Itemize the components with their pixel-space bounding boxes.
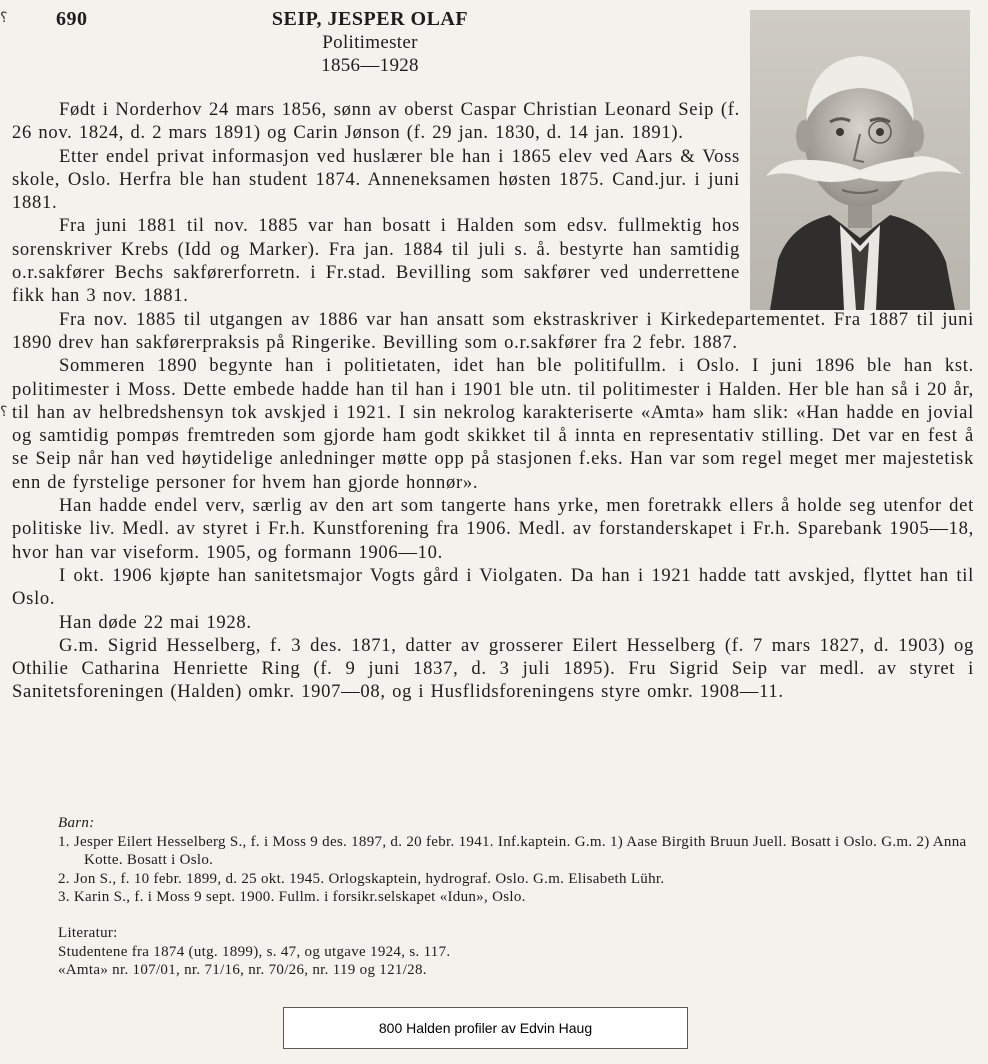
footer-caption-box <box>283 1007 688 1049</box>
list-item: 3. Karin S., f. i Moss 9 sept. 1900. Fullm. i forsikr.selskapet «Idun», Oslo. <box>58 889 526 905</box>
biography-paragraph: Han døde 22 mai 1928. <box>59 611 252 633</box>
person-name: SEIP, JESPER OLAF <box>271 8 469 30</box>
person-years: 1856—1928 <box>321 55 419 76</box>
children-label: Barn: <box>58 815 95 831</box>
biography-paragraph: I okt. 1906 kjøpte han sanitetsmajor Vogts gård i Violgaten. Da han i 1921 hadde tatt avskjed, flyttet han til Oslo. <box>12 564 974 610</box>
literature-section <box>58 924 958 980</box>
margin-mark-middle: ⸮ <box>0 404 8 420</box>
page-number: 690 <box>56 8 88 30</box>
children-list <box>58 833 983 907</box>
footer-caption: 800 Halden profiler av Edvin Haug <box>378 1020 593 1036</box>
literature-item: Studentene fra 1874 (utg. 1899), s. 47, og utgave 1924, s. 117. <box>58 943 451 960</box>
biography-paragraph: G.m. Sigrid Hesselberg, f. 3 des. 1871, datter av grosserer Eilert Hesselberg (f. 7 mars 1827, d. 1903) og Othilie Catharina Henriette Ring (f. 9 juni 1837, d. 3 juli 1895). Fru Sigrid Seip var medl. av styret i Sanitetsforeningen (Halden) omkr. 1907—08, og i Husflidsforeningens styre omkr. 1908—11. <box>12 634 974 703</box>
list-item: 1. Jesper Eilert Hesselberg S., f. i Moss 9 des. 1897, d. 20 febr. 1941. Inf.kaptein. G.m. 1) Aase Birgith Bruun Juell. Bosatt i Oslo. G.m. 2) Anna Kotte. Bosatt i Oslo. <box>58 833 967 868</box>
margin-mark-top: ⸮ <box>0 10 8 26</box>
list-item: 2. Jon S., f. 10 febr. 1899, d. 25 okt. 1945. Orlogskaptein, hydrograf. Oslo. G.m. Elisabeth Lühr. <box>58 870 665 887</box>
children-section <box>58 814 983 907</box>
biography-paragraph: Fra nov. 1885 til utgangen av 1886 var han ansatt som ekstraskriver i Kirkedepartementet. Fra 1887 til juni 1890 drev han sakførerpraksis på Ringerike. Bevilling som o.r.sakfører fra 2 febr. 1887. <box>12 308 974 353</box>
biography <box>12 98 974 704</box>
biography-paragraph: Han hadde endel verv, særlig av den art som tangerte hans yrke, men foretrakk ellers å holde seg utenfor det politiske liv. Medl. av styret i Fr.h. Kunstforening fra 1906. Medl. av forstanderskapet i Fr.h. Sparebank 1905—18, hvor han var viseform. 1905, og formann 1906—10. <box>12 495 974 563</box>
biography-paragraph: Sommeren 1890 begynte han i politietaten, idet han ble politifullm. i Oslo. I juni 1896 ble han kst. politimester i Moss. Dette embede hadde han til han i 1901 ble utn. til politimester i Halden. Her ble han så i 20 år, til han av helbredshensyn tok avskjed i 1921. I sin nekrolog karakteriserte «Amta» ham slik: «Han hadde en jovial og samtidig pompøs fremtreden som gjorde ham godt skikket til å innta en representativ stilling. Det var en fest å se Seip når han ved høytidelige anledninger møtte opp på stasjonen f.eks. Han var som regel meget mer majestetisk enn de fyrstelige personer for hvem han gjorde honnør». <box>12 355 974 493</box>
entry-header <box>170 8 570 77</box>
biography-paragraph: Født i Norderhov 24 mars 1856, sønn av oberst Caspar Christian Leonard Seip (f. 26 nov. 1824, d. 2 mars 1891) og Carin Jønson (f. 29 jan. 1830, d. 14 jan. 1891). <box>12 99 740 144</box>
literature-label: Literatur: <box>58 925 118 941</box>
literature-item: «Amta» nr. 107/01, nr. 71/16, nr. 70/26, nr. 119 og 121/28. <box>58 962 427 978</box>
person-occupation: Politimester <box>322 32 418 53</box>
biography-paragraph: Etter endel privat informasjon ved huslærer ble han i 1865 elev ved Aars & Voss skole, Oslo. Herfra ble han student 1874. Anneneksamen høsten 1875. Cand.jur. i juni 1881. <box>12 145 740 214</box>
biography-paragraph: Fra juni 1881 til nov. 1885 var han bosatt i Halden som edsv. fullmektig hos sorenskriver Krebs (Idd og Marker). Fra jan. 1884 til juli s. å. bestyrte han samtidig o.r.sakfører Bechs sakførerforretn. i Fr.stad. Bevilling som sakfører ved underrettene fikk han 3 nov. 1881. <box>12 215 740 307</box>
